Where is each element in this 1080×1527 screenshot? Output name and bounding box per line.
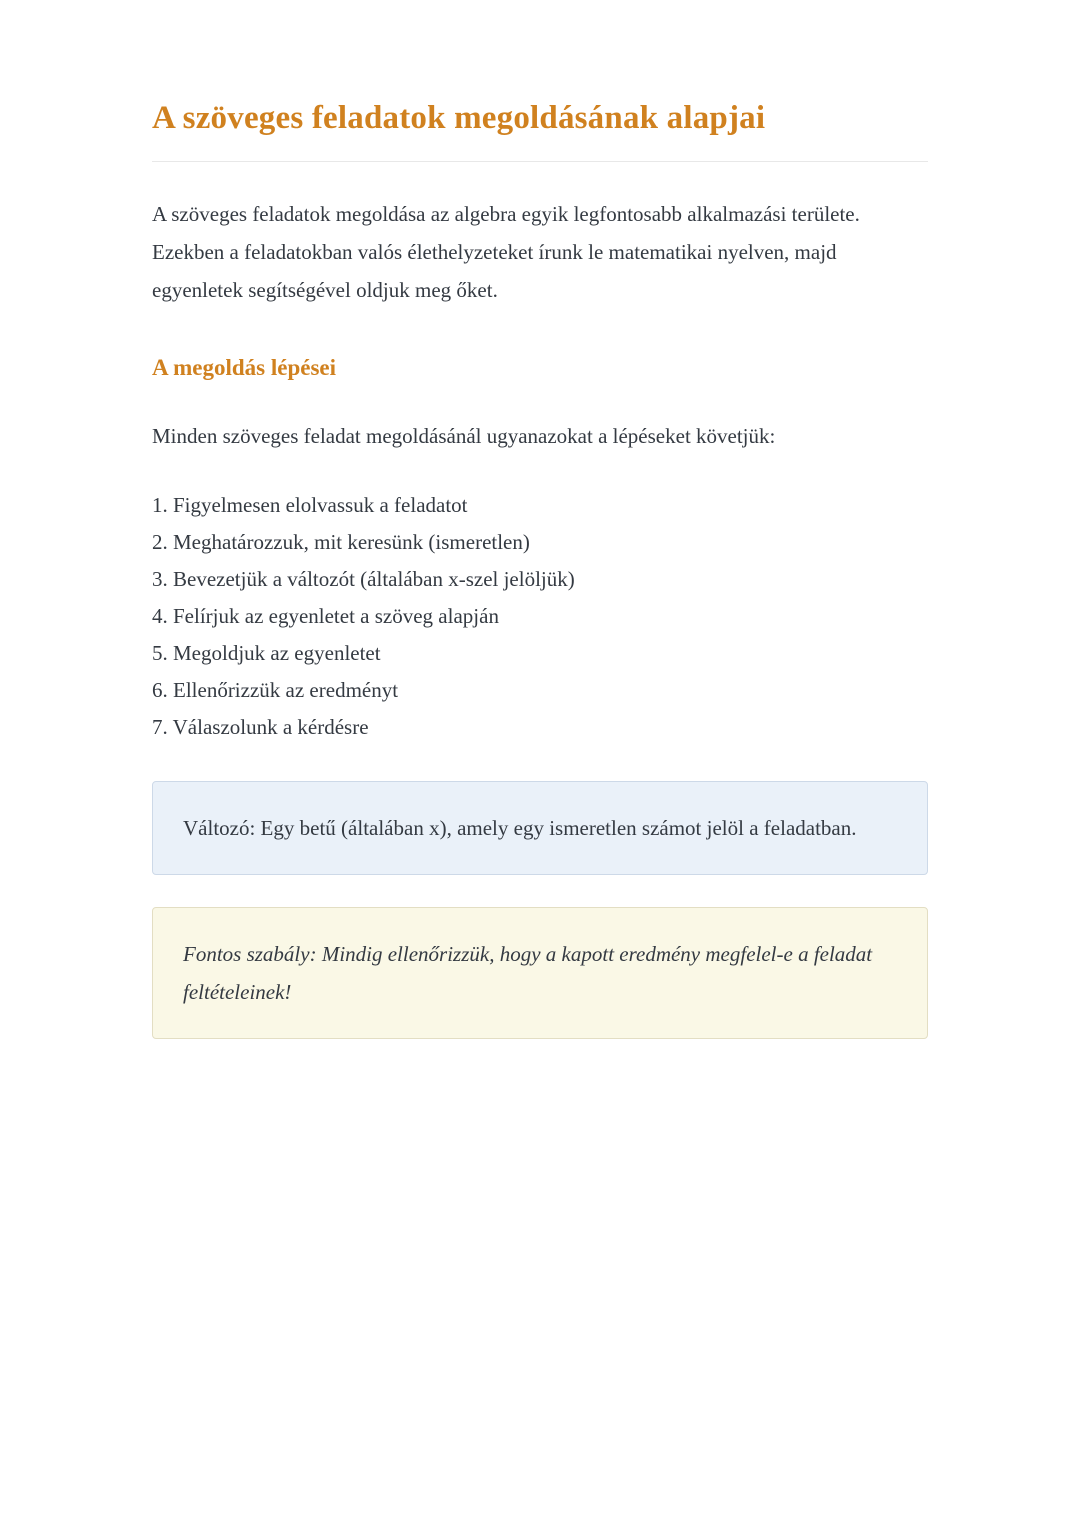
section-heading: A megoldás lépései	[152, 355, 336, 381]
list-item: Válaszolunk a kérdésre	[172, 715, 369, 740]
list-item: Felírjuk az egyenletet a szöveg alapján	[173, 604, 499, 629]
section-intro-paragraph: Minden szöveges feladat megoldásánál ugyanazokat a lépéseket követjük:	[152, 424, 776, 449]
list-item: Megoldjuk az egyenletet	[173, 641, 381, 666]
solution-steps-list	[152, 487, 928, 746]
important-rule-callout-box	[152, 907, 928, 1039]
definition-text: Változó: Egy betű (általában x), amely egy ismeretlen számot jelöl a feladatban.	[183, 816, 857, 841]
rule-text: Fontos szabály: Mindig ellenőrizzük, hogy a kapott eredmény megfelel-e a feladat feltételeinek!	[183, 942, 873, 1005]
title-divider	[152, 161, 928, 162]
list-item: Ellenőrizzük az eredményt	[173, 678, 399, 703]
definition-callout-box	[152, 781, 928, 875]
list-item: Figyelmesen elolvassuk a feladatot	[173, 493, 468, 518]
page-title: A szöveges feladatok megoldásának alapjai	[152, 100, 766, 136]
list-item: Bevezetjük a változót (általában x-szel jelöljük)	[173, 567, 575, 592]
list-item: Meghatározzuk, mit keresünk (ismeretlen)	[173, 530, 530, 555]
intro-paragraph: A szöveges feladatok megoldása az algebra egyik legfontosabb alkalmazási területe. Ezekben a feladatokban valós élethelyzeteket írunk le matematikai nyelven, majd egyenletek segítségével oldjuk meg őket.	[152, 202, 860, 303]
